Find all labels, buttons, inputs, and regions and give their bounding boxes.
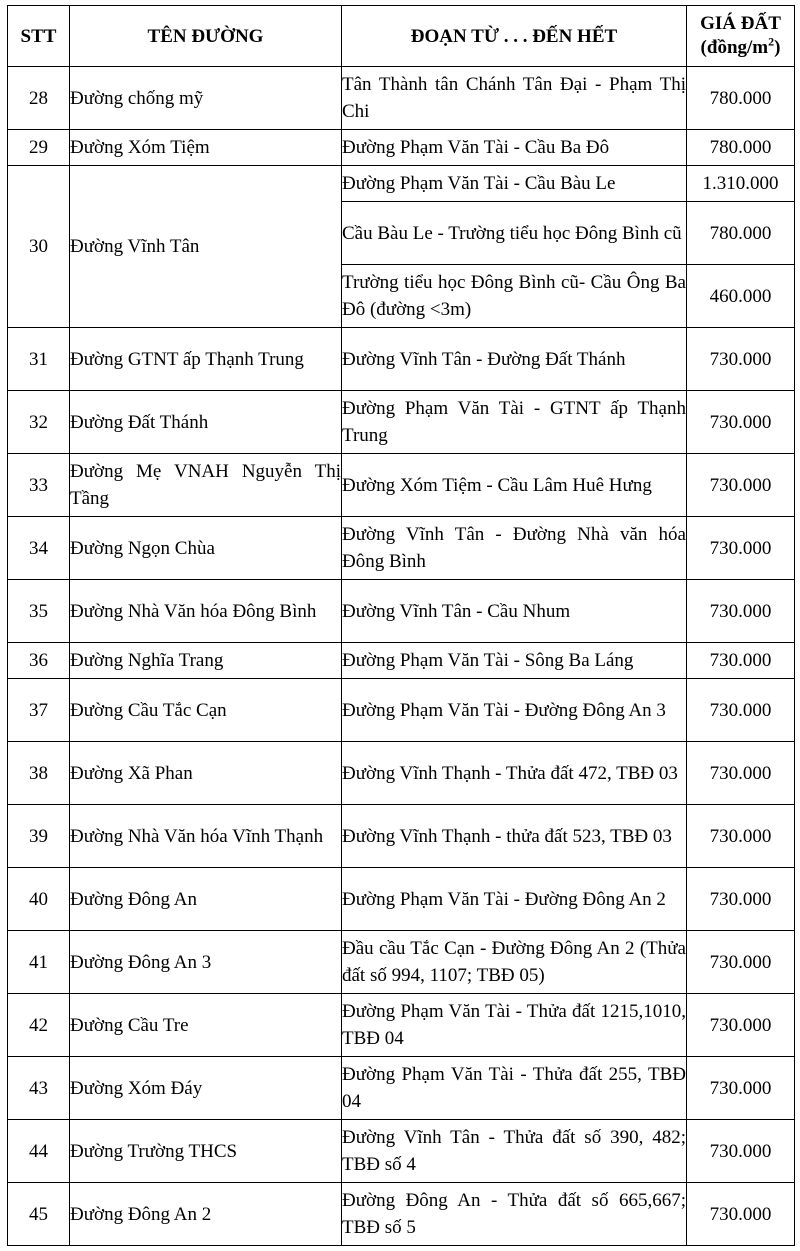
- header-segment: ĐOẠN TỪ . . . ĐẾN HẾT: [342, 6, 687, 67]
- row-segment: Đường Phạm Văn Tài - Thửa đất 255, TBĐ 04: [342, 1057, 687, 1120]
- row-road-name: Đường Đông An 2: [70, 1183, 342, 1246]
- table-row: [8, 391, 795, 454]
- row-stt: 30: [8, 166, 70, 328]
- table-row: [8, 742, 795, 805]
- header-price-unit-post: ): [774, 37, 781, 58]
- row-road-name: Đường Đất Thánh: [70, 391, 342, 454]
- row-segment: Trường tiểu học Đông Bình cũ- Cầu Ông Ba Đô (đường <3m): [342, 265, 687, 328]
- row-road-name: Đường Xóm Tiệm: [70, 130, 342, 166]
- row-segment: Đường Phạm Văn Tài - Đường Đông An 2: [342, 868, 687, 931]
- row-price: 730.000: [687, 328, 795, 391]
- row-stt: 36: [8, 643, 70, 679]
- row-price: 730.000: [687, 805, 795, 868]
- table-row: [8, 130, 795, 166]
- row-road-name: Đường Nghĩa Trang: [70, 643, 342, 679]
- row-price: 730.000: [687, 643, 795, 679]
- table-header: [8, 6, 795, 67]
- row-price: 1.310.000: [687, 166, 795, 202]
- row-road-name: Đường Nhà Văn hóa Vĩnh Thạnh: [70, 805, 342, 868]
- row-road-name: Đường Đông An: [70, 868, 342, 931]
- land-price-table: [7, 5, 795, 1246]
- row-price: 730.000: [687, 1120, 795, 1183]
- row-stt: 29: [8, 130, 70, 166]
- table-row: [8, 580, 795, 643]
- row-price: 780.000: [687, 130, 795, 166]
- row-road-name: Đường Xã Phan: [70, 742, 342, 805]
- row-stt: 35: [8, 580, 70, 643]
- row-price: 730.000: [687, 1057, 795, 1120]
- row-stt: 41: [8, 931, 70, 994]
- row-segment: Đường Vĩnh Tân - Đường Nhà văn hóa Đông Bình: [342, 517, 687, 580]
- row-segment: Đường Xóm Tiệm - Cầu Lâm Huê Hưng: [342, 454, 687, 517]
- row-price: 730.000: [687, 454, 795, 517]
- row-stt: 43: [8, 1057, 70, 1120]
- row-segment: Đường Phạm Văn Tài - Thửa đất 1215,1010, TBĐ 04: [342, 994, 687, 1057]
- table-row: [8, 328, 795, 391]
- row-segment: Đường Phạm Văn Tài - GTNT ấp Thạnh Trung: [342, 391, 687, 454]
- table-row: [8, 679, 795, 742]
- table-body: [8, 67, 795, 1246]
- row-segment: Đường Vĩnh Tân - Thửa đất số 390, 482; TBĐ số 4: [342, 1120, 687, 1183]
- table-row: [8, 931, 795, 994]
- table-row: [8, 1120, 795, 1183]
- row-segment: Cầu Bàu Le - Trường tiểu học Đông Bình cũ: [342, 202, 687, 265]
- row-price: 730.000: [687, 679, 795, 742]
- row-price: 780.000: [687, 67, 795, 130]
- row-price: 730.000: [687, 868, 795, 931]
- row-segment: Đường Đông An - Thửa đất số 665,667; TBĐ số 5: [342, 1183, 687, 1246]
- row-price: 730.000: [687, 391, 795, 454]
- row-price: 460.000: [687, 265, 795, 328]
- table-row: [8, 805, 795, 868]
- header-road-name: TÊN ĐƯỜNG: [70, 6, 342, 67]
- row-stt: 40: [8, 868, 70, 931]
- row-stt: 37: [8, 679, 70, 742]
- row-price: 730.000: [687, 742, 795, 805]
- row-stt: 34: [8, 517, 70, 580]
- row-price: 730.000: [687, 931, 795, 994]
- row-segment: Tân Thành tân Chánh Tân Đại - Phạm Thị Chi: [342, 67, 687, 130]
- table-row: [8, 67, 795, 130]
- row-road-name: Đường Cầu Tắc Cạn: [70, 679, 342, 742]
- row-stt: 44: [8, 1120, 70, 1183]
- header-price-unit-pre: (đồng/m: [700, 37, 769, 58]
- table-row: [8, 1057, 795, 1120]
- row-road-name: Đường Mẹ VNAH Nguyễn Thị Tầng: [70, 454, 342, 517]
- table-row: [8, 1183, 795, 1246]
- row-segment: Đường Phạm Văn Tài - Cầu Bàu Le: [342, 166, 687, 202]
- row-price: 730.000: [687, 994, 795, 1057]
- row-segment: Đường Vĩnh Tân - Cầu Nhum: [342, 580, 687, 643]
- row-segment: Đường Phạm Văn Tài - Đường Đông An 3: [342, 679, 687, 742]
- table-row: [8, 643, 795, 679]
- row-stt: 32: [8, 391, 70, 454]
- table-row: [8, 166, 795, 202]
- row-stt: 28: [8, 67, 70, 130]
- row-road-name: Đường Xóm Đáy: [70, 1057, 342, 1120]
- row-segment: Đường Vĩnh Thạnh - Thửa đất 472, TBĐ 03: [342, 742, 687, 805]
- row-stt: 33: [8, 454, 70, 517]
- row-road-name: Đường Cầu Tre: [70, 994, 342, 1057]
- row-stt: 39: [8, 805, 70, 868]
- table-row: [8, 517, 795, 580]
- row-segment: Đường Vĩnh Tân - Đường Đất Thánh: [342, 328, 687, 391]
- row-stt: 42: [8, 994, 70, 1057]
- header-row: [8, 6, 795, 67]
- row-stt: 31: [8, 328, 70, 391]
- table-row: [8, 454, 795, 517]
- row-stt: 38: [8, 742, 70, 805]
- row-price: 730.000: [687, 517, 795, 580]
- row-segment: Đường Phạm Văn Tài - Sông Ba Láng: [342, 643, 687, 679]
- row-road-name: Đường Ngọn Chùa: [70, 517, 342, 580]
- row-segment: Đầu cầu Tắc Cạn - Đường Đông An 2 (Thửa đất số 994, 1107; TBĐ 05): [342, 931, 687, 994]
- header-price-unit: [700, 34, 781, 58]
- row-road-name: Đường GTNT ấp Thạnh Trung: [70, 328, 342, 391]
- row-stt: 45: [8, 1183, 70, 1246]
- header-price-unit-sup: 2: [768, 34, 775, 49]
- header-price-line1: GIÁ ĐẤT: [700, 13, 781, 34]
- row-segment: Đường Phạm Văn Tài - Cầu Ba Đô: [342, 130, 687, 166]
- row-road-name: Đường Vĩnh Tân: [70, 166, 342, 328]
- row-price: 730.000: [687, 1183, 795, 1246]
- row-road-name: Đường Trường THCS: [70, 1120, 342, 1183]
- row-segment: Đường Vĩnh Thạnh - thửa đất 523, TBĐ 03: [342, 805, 687, 868]
- row-road-name: Đường chống mỹ: [70, 67, 342, 130]
- row-road-name: Đường Nhà Văn hóa Đông Bình: [70, 580, 342, 643]
- header-land-price: [687, 6, 795, 67]
- table-row: [8, 868, 795, 931]
- row-road-name: Đường Đông An 3: [70, 931, 342, 994]
- row-price: 730.000: [687, 580, 795, 643]
- header-stt: STT: [8, 6, 70, 67]
- row-price: 780.000: [687, 202, 795, 265]
- table-row: [8, 994, 795, 1057]
